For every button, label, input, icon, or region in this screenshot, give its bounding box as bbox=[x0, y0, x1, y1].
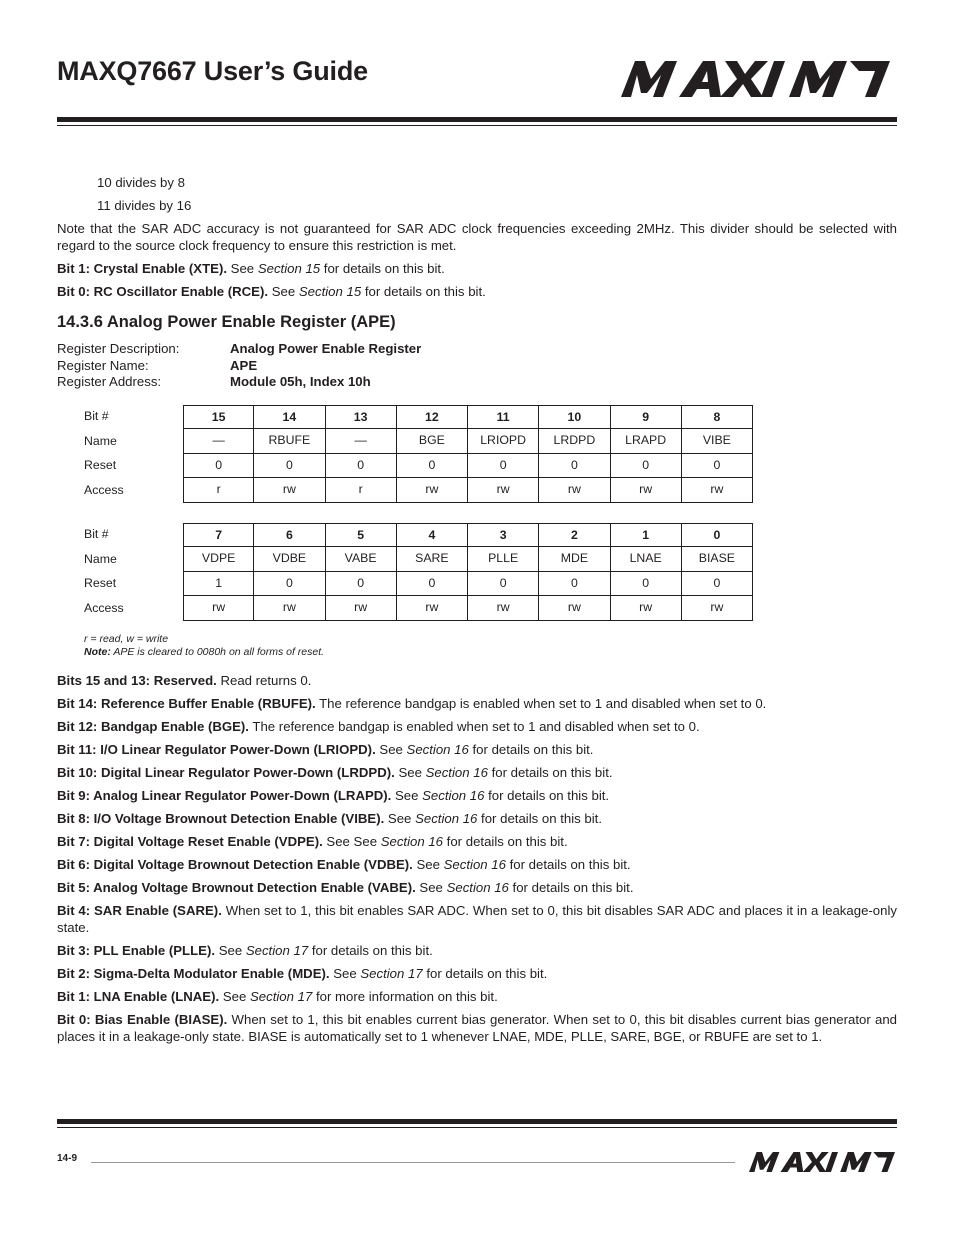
name-cell: BGE bbox=[397, 429, 468, 454]
bit-cell: 15 bbox=[183, 405, 254, 430]
bit-description: Bit 1: Crystal Enable (XTE). See Section 15 for details on this bit. bbox=[57, 261, 445, 276]
register-address-value: Module 05h, Index 10h bbox=[230, 374, 371, 389]
access-cell: rw bbox=[254, 596, 325, 621]
access-cell: rw bbox=[468, 478, 539, 503]
name-cell: VDBE bbox=[254, 547, 325, 572]
reset-cell: 0 bbox=[611, 454, 682, 479]
register-info bbox=[57, 341, 897, 391]
bit-description: Bit 12: Bandgap Enable (BGE). The reference bandgap is enabled when set to 1 and disabled when set to 0. bbox=[57, 718, 700, 734]
register-description-value: Analog Power Enable Register bbox=[230, 341, 422, 356]
reset-cell: 0 bbox=[682, 454, 753, 479]
bit-cell: 11 bbox=[468, 405, 539, 430]
name-cell: — bbox=[183, 429, 254, 454]
bit-cell: 7 bbox=[183, 523, 254, 548]
bit-number-row: Bit # 7 6 5 4 3 2 1 0 bbox=[57, 523, 897, 548]
access-cell: rw bbox=[397, 596, 468, 621]
reset-cell: 1 bbox=[183, 572, 254, 597]
reset-cell: 0 bbox=[183, 454, 254, 479]
reset-cell: 0 bbox=[254, 454, 325, 479]
bit-cell: 2 bbox=[539, 523, 610, 548]
bit-cell: 0 bbox=[682, 523, 753, 548]
header-rule bbox=[57, 117, 897, 122]
name-cell: LNAE bbox=[611, 547, 682, 572]
access-cell: rw bbox=[611, 596, 682, 621]
register-address-label: Register Address: bbox=[57, 374, 162, 389]
bit-description: Bit 0: Bias Enable (BIASE). When set to 1, this bit enables current bias generator. When set to 0, this bit disables current bias generator and places it in a leakage-only state. BIASE is automatically set to 1 whenever LNAE, MDE, PLLE, SARE, BGE, or RBUFE are set to 1. bbox=[57, 1011, 898, 1044]
bit-cell: 14 bbox=[254, 405, 325, 430]
access-cell: rw bbox=[611, 478, 682, 503]
bit-description: Bit 4: SAR Enable (SARE). When set to 1, this bit enables SAR ADC. When set to 0, this bit disables SAR ADC and places it in a leakage-only state. bbox=[57, 902, 897, 935]
bit-cell: 4 bbox=[397, 523, 468, 548]
access-row: Access r rw r rw rw rw rw rw bbox=[57, 478, 897, 503]
name-cell: BIASE bbox=[682, 547, 753, 572]
bit-description: Bit 8: I/O Voltage Brownout Detection Enable (VIBE). See Section 16 for details on this bit. bbox=[57, 810, 603, 826]
page-number: 14-9 bbox=[57, 1153, 78, 1164]
register-table-low bbox=[57, 523, 897, 621]
reset-cell: 0 bbox=[468, 454, 539, 479]
name-cell: RBUFE bbox=[254, 429, 325, 454]
bit-number-row: Bit # 15 14 13 12 11 10 9 8 bbox=[57, 405, 897, 430]
access-cell: r bbox=[183, 478, 254, 503]
bit-cell: 13 bbox=[326, 405, 397, 430]
reset-cell: 0 bbox=[254, 572, 325, 597]
bit-description: Bit 10: Digital Linear Regulator Power-Down (LRDPD). See Section 16 for details on this bit. bbox=[57, 764, 613, 780]
maxim-logo bbox=[621, 61, 890, 97]
bit-cell: 10 bbox=[539, 405, 610, 430]
bit-description: Bit 11: I/O Linear Regulator Power-Down (LRIOPD). See Section 16 for details on this bit. bbox=[57, 741, 594, 757]
bit-descriptions bbox=[57, 672, 897, 1045]
reset-row: Reset 1 0 0 0 0 0 0 0 bbox=[57, 572, 897, 597]
bit-description: Bit 1: LNA Enable (LNAE). See Section 17 for more information on this bit. bbox=[57, 988, 498, 1004]
access-cell: rw bbox=[326, 596, 397, 621]
reset-cell: 0 bbox=[326, 454, 397, 479]
document-title: MAXQ7667 User’s Guide bbox=[57, 56, 368, 86]
access-legend: r = read, w = write bbox=[84, 632, 169, 645]
register-description-label: Register Description: bbox=[57, 341, 180, 356]
access-cell: r bbox=[326, 478, 397, 503]
bit-description: Bit 9: Analog Linear Regulator Power-Down (LRAPD). See Section 16 for details on this bit. bbox=[57, 787, 610, 803]
bit-description: Bit 7: Digital Voltage Reset Enable (VDPE). See See Section 16 for details on this bit. bbox=[57, 833, 568, 849]
bit-description: Bit 14: Reference Buffer Enable (RBUFE). The reference bandgap is enabled when set to 1 and disabled when set to 0. bbox=[57, 695, 767, 711]
name-cell: VIBE bbox=[682, 429, 753, 454]
name-cell: MDE bbox=[539, 547, 610, 572]
reset-cell: 0 bbox=[468, 572, 539, 597]
access-cell: rw bbox=[682, 478, 753, 503]
access-cell: rw bbox=[397, 478, 468, 503]
name-row: Name — RBUFE — BGE LRIOPD LRDPD LRAPD VIBE bbox=[57, 429, 897, 454]
header-rule-thin bbox=[57, 125, 897, 126]
divider-option: 10 divides by 8 bbox=[97, 175, 185, 190]
access-row: Access rw rw rw rw rw rw rw rw bbox=[57, 596, 897, 621]
reset-cell: 0 bbox=[682, 572, 753, 597]
access-cell: rw bbox=[682, 596, 753, 621]
access-cell: rw bbox=[539, 478, 610, 503]
bit-cell: 9 bbox=[611, 405, 682, 430]
access-cell: rw bbox=[183, 596, 254, 621]
bit-description: Bit 5: Analog Voltage Brownout Detection Enable (VABE). See Section 16 for details on this bit. bbox=[57, 879, 634, 895]
bit-cell: 5 bbox=[326, 523, 397, 548]
name-row: Name VDPE VDBE VABE SARE PLLE MDE LNAE BIASE bbox=[57, 547, 897, 572]
register-legend bbox=[84, 633, 897, 660]
bit-description: Bit 2: Sigma-Delta Modulator Enable (MDE). See Section 17 for details on this bit. bbox=[57, 965, 548, 981]
access-cell: rw bbox=[468, 596, 539, 621]
reset-cell: 0 bbox=[539, 454, 610, 479]
name-cell: LRIOPD bbox=[468, 429, 539, 454]
section-heading: 14.3.6 Analog Power Enable Register (APE) bbox=[57, 313, 396, 331]
bit-cell: 12 bbox=[397, 405, 468, 430]
reset-cell: 0 bbox=[397, 454, 468, 479]
bit-description: Bits 15 and 13: Reserved. Read returns 0. bbox=[57, 672, 312, 688]
reset-cell: 0 bbox=[611, 572, 682, 597]
name-cell: PLLE bbox=[468, 547, 539, 572]
name-cell: — bbox=[326, 429, 397, 454]
name-cell: LRDPD bbox=[539, 429, 610, 454]
register-name-value: APE bbox=[230, 357, 258, 373]
reset-cell: 0 bbox=[539, 572, 610, 597]
footer-rule bbox=[57, 1119, 897, 1124]
bit-description: Bit 6: Digital Voltage Brownout Detection Enable (VDBE). See Section 16 for details on this bit. bbox=[57, 856, 631, 872]
divider-option: 11 divides by 16 bbox=[97, 198, 192, 213]
page-content bbox=[57, 174, 897, 1051]
bit-cell: 8 bbox=[682, 405, 753, 430]
footer-rule-thin bbox=[57, 1127, 897, 1128]
note-paragraph: Note that the SAR ADC accuracy is not guaranteed for SAR ADC clock frequencies exceeding 2MHz. This divider should be selected with regard to the source clock frequency to ensure this restriction is met. bbox=[57, 221, 897, 253]
name-cell: VDPE bbox=[183, 547, 254, 572]
bit-description: Bit 0: RC Oscillator Enable (RCE). See Section 15 for details on this bit. bbox=[57, 284, 486, 299]
bit-cell: 6 bbox=[254, 523, 325, 548]
access-cell: rw bbox=[254, 478, 325, 503]
name-cell: SARE bbox=[397, 547, 468, 572]
name-cell: LRAPD bbox=[611, 429, 682, 454]
reset-note: Note: APE is cleared to 0080h on all forms of reset. bbox=[84, 646, 325, 658]
register-table-high bbox=[57, 405, 897, 503]
register-name-label: Register Name: bbox=[57, 357, 149, 373]
reset-row: Reset 0 0 0 0 0 0 0 0 bbox=[57, 454, 897, 479]
reset-cell: 0 bbox=[326, 572, 397, 597]
name-cell: VABE bbox=[326, 547, 397, 572]
bit-cell: 1 bbox=[611, 523, 682, 548]
footer-divider bbox=[91, 1162, 735, 1163]
reset-cell: 0 bbox=[397, 572, 468, 597]
maxim-logo-footer bbox=[749, 1152, 895, 1172]
bit-description: Bit 3: PLL Enable (PLLE). See Section 17 for details on this bit. bbox=[57, 942, 433, 958]
bit-cell: 3 bbox=[468, 523, 539, 548]
access-cell: rw bbox=[539, 596, 610, 621]
